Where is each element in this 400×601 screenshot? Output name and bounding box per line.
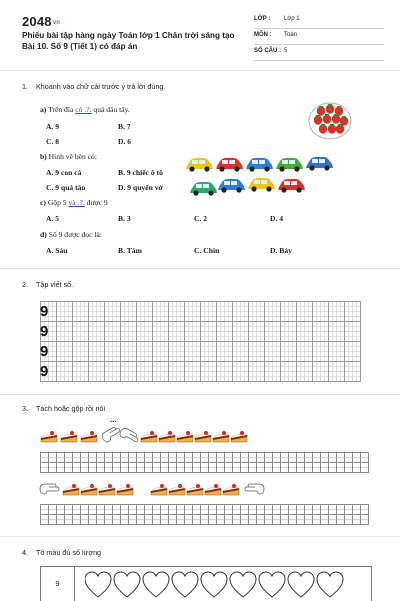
- q1d-option-a[interactable]: A. Sáu: [46, 246, 68, 255]
- q1a-text: [40, 105, 130, 114]
- q1d-question: Số 9 được đọc là:: [48, 230, 102, 239]
- meta-count-key: SỐ CÂU :: [254, 48, 281, 54]
- meta-count-row: [254, 46, 384, 61]
- q1b-option-c[interactable]: C. 9 quả táo: [46, 183, 86, 192]
- q1c-option-a[interactable]: A. 5: [46, 214, 60, 223]
- practice-digit-row-2: 9: [40, 323, 49, 340]
- meta-class-key: LỚP :: [254, 16, 271, 22]
- q1b-option-d[interactable]: D. 9 quyển vở: [118, 183, 163, 192]
- strawberry-plate-image: [308, 100, 352, 140]
- cakes-row-2-image: [38, 478, 270, 500]
- q1c-text: [40, 198, 108, 207]
- q1a-label: a): [40, 105, 47, 114]
- q1b-question: Hình vẽ bên có:: [48, 152, 97, 161]
- q1a-option-c[interactable]: C. 8: [46, 137, 60, 146]
- q1b-option-a[interactable]: A. 9 con cá: [46, 168, 82, 177]
- question-2-heading: [22, 280, 73, 289]
- question-1-heading: [22, 82, 165, 91]
- q1d-option-b[interactable]: B. Tám: [118, 246, 142, 255]
- meta-subject-key: MÔN :: [254, 32, 272, 38]
- practice-digit-row-3: 9: [40, 343, 49, 360]
- color-hearts-box: [40, 566, 372, 601]
- q1b-text: [40, 152, 97, 161]
- q1d-text: [40, 230, 102, 239]
- meta-count-value: 5: [284, 48, 288, 54]
- practice-digit-row-1: 9: [40, 303, 49, 320]
- q1b-label: b): [40, 152, 47, 161]
- question-3-prompt: Tách hoặc gộp rồi nói: [36, 404, 106, 413]
- question-4-prompt: Tô màu đủ số lượng: [36, 548, 102, 557]
- meta-class-value: Lớp 1: [284, 16, 300, 22]
- q1d-option-c[interactable]: C. Chín: [194, 246, 220, 255]
- section-divider: [0, 536, 400, 537]
- q1a-pre: Trên đĩa: [48, 105, 74, 114]
- q1d-label: d): [40, 230, 47, 239]
- section-divider: [0, 394, 400, 395]
- cars-image: [184, 155, 352, 201]
- answer-box-strip-2[interactable]: [40, 504, 369, 525]
- question-3-heading: [22, 404, 105, 413]
- q1b-option-b[interactable]: B. 9 chiếc ô tô: [118, 168, 163, 177]
- cakes-row-1-image: [40, 424, 250, 446]
- q1a-option-b[interactable]: B. 7: [118, 122, 131, 131]
- heart-count-label: 9: [41, 567, 75, 601]
- page-title: Phiếu bài tập hàng ngày Toán lớp 1 Chân trời sáng tạo Bài 10. Số 9 (Tiết 1) có đáp án: [22, 31, 235, 51]
- question-1-number: 1.: [22, 82, 28, 91]
- writing-grid[interactable]: [40, 301, 361, 382]
- question-2-prompt: Tập viết số.: [36, 280, 74, 289]
- q1c-option-b[interactable]: B. 3: [118, 214, 131, 223]
- brand-logo: 2048vn: [22, 14, 61, 29]
- q1a-blank: có .?.: [75, 105, 92, 114]
- q1c-post: được 9: [86, 198, 108, 207]
- q1a-post: quả dâu tây.: [93, 105, 130, 114]
- q1d-option-d[interactable]: D. Bảy: [270, 246, 292, 255]
- q1a-option-a[interactable]: A. 9: [46, 122, 60, 131]
- question-4-heading: [22, 548, 101, 557]
- meta-subject-value: Toán: [284, 32, 298, 38]
- practice-digit-row-4: 9: [40, 363, 49, 380]
- header-divider: [0, 70, 400, 71]
- q1c-option-d[interactable]: D. 4: [270, 214, 284, 223]
- q1c-blank: và .?.: [68, 198, 85, 207]
- question-1-prompt: Khoanh vào chữ cái trước ý trả lời đúng.: [36, 82, 166, 91]
- question-3-number: 3.: [22, 404, 28, 413]
- q1c-pre: Gộp 5: [47, 198, 67, 207]
- meta-class-row: [254, 14, 384, 29]
- q1c-option-c[interactable]: C. 2: [194, 214, 208, 223]
- question-4-number: 4.: [22, 548, 28, 557]
- q1c-label: c): [40, 198, 46, 207]
- meta-subject-row: [254, 30, 384, 45]
- q1a-option-d[interactable]: D. 6: [118, 137, 132, 146]
- question-2-number: 2.: [22, 280, 28, 289]
- hearts-row[interactable]: [85, 571, 355, 599]
- section-divider: [0, 268, 400, 269]
- ellipsis-mark: ...: [110, 415, 117, 424]
- answer-box-strip-1[interactable]: [40, 452, 369, 473]
